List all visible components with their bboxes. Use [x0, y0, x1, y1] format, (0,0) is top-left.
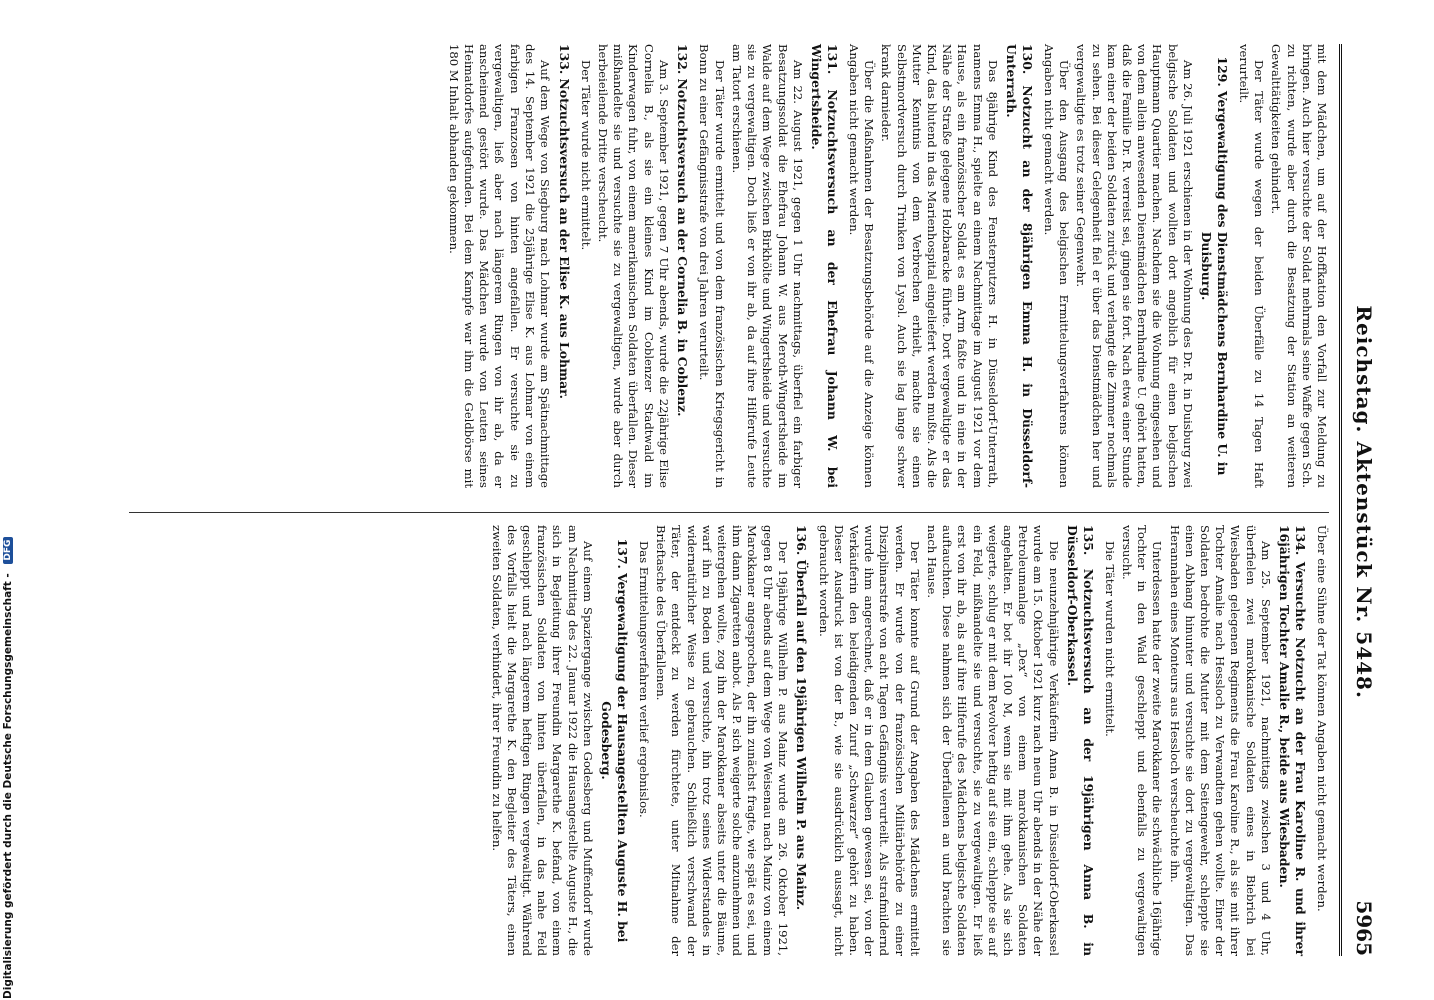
dfg-logo-icon: DFG: [3, 537, 13, 564]
section-heading: 130. Notzucht an der 8jährigen Emma H. in Düsseldorf-Unterrath.: [1004, 44, 1035, 488]
section-heading: 131. Notzuchtsversuch an der Ehefrau Johann W. bei Wingertsheide.: [809, 44, 840, 488]
paragraph: Unterdessen hatte der zweite Marokkaner die schwächliche 16jährige Tochter in den Wald geschleppt und ebenfalls zu vergewaltigen versucht.: [1119, 525, 1165, 956]
paragraph: Über die Maßnahmen der Besatzungsbehörde auf die Anzeige können Angaben nicht gemacht werden.: [846, 44, 877, 488]
document-page: [109, 30, 1384, 970]
credit-text: Digitalisierung gefördert durch die Deutsche Forschungsgemeinschaft -: [2, 573, 14, 999]
paragraph: Am 22. August 1921, gegen 1 Uhr nachmittags, überfiel ein farbiger Besatzungssoldat die Ehefrau Johann W. aus Meroth-Wingertsheide im Walde auf dem Wege zwischen Birkhölte und Wingertsheide und versuchte sie zu vergewaltigen. Doch ließ er von ihr ab, da auf ihre Hilferufe Leute am Tatort erschienen.: [729, 44, 805, 488]
paragraph: Die Täter wurden nicht ermittelt.: [1102, 541, 1117, 737]
paragraph: Der Täter wurde wegen der beiden Überfälle zu 14 Tagen Haft verurteilt.: [1236, 44, 1267, 488]
paragraph: Am 26. Juli 1921 erschienen in der Wohnung des Dr. R. in Duisburg zwei belgische Soldaten und wollten dort angeblich für einen belgischen Hauptmann Quartier machen. Nachdem sie die Wohnung eingesehen und von dem allein anwesenden Dienstmädchen Bernhardine U. gehört hatten, daß die Familie Dr. R. verreist sei, gingen sie fort. Nach etwa einer Stunde kam einer der beiden Soldaten zurück und verlangte die Zimmer nochmals zu sehen. Bei dieser Gelegenheit fiel er über das Dienstmädchen her und vergewaltigte es trotz seiner Gegenwehr.: [1074, 44, 1195, 488]
paragraph: Der Täter wurde ermittelt und von dem französischen Kriegsgericht in Bonn zu einer Gefängnisstrafe von drei Jahren verurteilt.: [697, 44, 727, 488]
page-header: [1339, 44, 1376, 956]
paragraph: Das 8jährige Kind des Fensterputzers H. in Düsseldorf-Unterrath, namens Emma H., spielte an einem Nachmittage im August 1921 vor dem Hause, als ein französischer Soldat es am Arm faßte und in eine in der Nähe der Straße gelegene Holzbaracke führte. Dort vergewaltigte er das Kind, das blutend in das Marienhospital eingeliefert werden mußte. Als die Mutter Kenntnis von dem Verbrechen erhielt, machte sie einen Selbstmordversuch durch Trinken von Lysol. Auch sie lag lange schwer krank darnieder.: [879, 44, 1000, 488]
paragraph: Der Täter konnte auf Grund der Angaben des Mädchens ermittelt werden. Er wurde von der französischen Militärbehörde zu einer Disziplinarstrafe von acht Tagen Gefängnis verurteilt. Als strafmildernd wurde ihm angerechnet, daß er in dem Glauben gewesen sei, von der Verkäuferin den beleidigenden Zuruf „Schwarzer“ gehört zu haben. Dieser Ausdruck ist von der B., wie sie ausdrücklich aussagt, nicht gebraucht worden.: [816, 525, 922, 956]
section-heading: 134. Versuchte Notzucht an der Frau Karoline R. und ihrer 16jährigen Tochter Amalie R., beide aus Wiesbaden.: [1277, 525, 1308, 956]
section-heading: 129. Vergewaltigung des Dienstmädchens Bernhardine U. in Duisburg.: [1199, 56, 1230, 476]
section-heading: 132. Notzuchtsversuch an der Cornelia B. in Coblenz.: [675, 44, 691, 417]
paragraph: Am 3. September 1921, gegen 7 Uhr abends, wurde die 22jährige Elise Cornelia B., als sie ein kleines Kind im Coblenzer Stadtwald im Kinderwagen fuhr, von einem amerikanischen Soldaten überfallen. Dieser mißhandelte sie und versuchte sie zu vergewaltigen, wurde aber durch herbeieilende Dritte verscheucht.: [595, 44, 671, 488]
paragraph: mit dem Mädchen, um auf der Hoffkation den Vorfall zur Meldung zu bringen. Auch hier versuchte der Soldat mehrmals seine Waffe gegen Sch. zu richten, wurde aber durch die Besatzung der Station an weiteren Gewalttätigkeiten gehindert.: [1269, 44, 1329, 488]
section-heading: 133. Notzuchtsversuch an der Elise K. aus Lohmar.: [556, 44, 572, 399]
digitization-credit: [2, 537, 14, 999]
section-heading: 135. Notzuchtsversuch an der 19jährigen Anna B. in Düsseldorf-Oberkassel.: [1065, 525, 1096, 956]
text-columns: [129, 44, 1329, 956]
page-title: Reichstag. Aktenstück Nr. 5448.: [1352, 305, 1376, 699]
page-number: 5965: [1352, 900, 1376, 956]
right-column: [129, 512, 1329, 956]
left-column: [129, 44, 1329, 488]
paragraph: Am 25. September 1921, nachmittags zwischen 3 und 4 Uhr, überfielen zwei marokkanische Soldaten eines in Biebrich bei Wiesbaden gelegenen Regiments die Frau Karoline R., als sie mit ihrer Tochter Amalie nach Hessloch zu Verwandten gehen wollte. Einer der Soldaten bedrohte die Mutter mit dem Seitengewehr, schleppte sie einen Abhang hinunter und versuchte sie dort zu vergewaltigen. Das Herannahen eines Monteurs aus Hessloch verscheuchte ihn.: [1167, 525, 1273, 956]
paragraph: Über den Ausgang des belgischen Ermittelungsverfahrens können Angaben nicht gemacht werden.: [1041, 44, 1072, 488]
paragraph: Der Täter wurde nicht ermittelt.: [578, 60, 593, 251]
paragraph: Auf einem Spaziergange zwischen Godesberg und Muffendorf wurde am Nachmittag des 22. Januar 1922 die Hausangestellte Auguste H., die sich in Begleitung ihrer Freundin Margarethe K. befand, von einem französischen Soldaten von hinten überfallen, in das nahe Feld geschleppt und nach längerem heftigen Ringen vergewaltigt. Während des Vorfalls hielt die Margarethe K. den Begleiter des Täters, einen zweiten Soldaten, verhindert, ihrer Freundin zu helfen.: [489, 525, 595, 956]
paragraph: Die neunzehnjährige Verkäuferin Anna B. in Düsseldorf-Oberkassel wurde am 15. Oktober 1921 kurz nach neun Uhr abends in der Nähe der Petroleumanlage „Dex“ von einem marokkanischen Soldaten angehalten. Er bot ihr 100 M, wenn sie mit ihm gehe. Als sie sich weigerte, schlug er mit dem Revolver heftig auf sie ein, schleppte sie auf ein Feld, mißhandelte sie und versuchte, sie zu vergewaltigen. Er ließ erst von ihr ab, als auf ihre Hilferufe des Mädchens belgische Soldaten auftauchten. Diese nahmen sich der Überfallenen an und brachten sie nach Hause.: [924, 525, 1061, 956]
paragraph: Der 19jährige Wilhelm P. aus Mainz wurde am 26. Oktober 1921, gegen 8 Uhr abends auf dem Wege von Weisenau nach Mainz von einem Marokkaner angesprochen, der ihn zunächst fragte, wie spät es sei, und ihm dann Zigaretten anbot. Als P. sich weigerte solche anzunehmen und weitergehen wollte, zog ihn der Marokkaner abseits unter die Bäume, warf ihn zu Boden und versuchte, ihn trotz seines Widerstandes in widernatürlicher Weise zu gebrauchen. Schließlich verschwand der Täter, der entdeckt zu werden fürchtete, unter Mitnahme der Brieftasche des Überfallenen.: [654, 525, 790, 956]
paragraph: Auf dem Wege von Siegburg nach Lohmar wurde am Spätnachmittage des 14. September 1921 die 25jährige Elise K. aus Lohmar von einem farbigen Franzosen von hinten angefallen. Er versuchte sie zu vergewaltigen, ließ aber nach längerem Ringen von ihr ab, da er anscheinend gestört wurde. Das Mädchen wurde von Leuten seines Heimatdorfes aufgefunden. Bei dem Kampfe war ihm die Geldbörse mit 180 M Inhalt abhanden gekommen.: [446, 44, 553, 488]
section-heading: 136. Überfall auf den 19jährigen Wilhelm P. aus Mainz.: [794, 525, 810, 911]
paragraph: Das Ermittelungsverfahren verlief ergebnislos.: [636, 541, 651, 818]
paragraph: Über eine Sühne der Tat können Angaben nicht gemacht werden.: [1315, 525, 1329, 912]
section-heading: 137. Vergewaltigung der Hausangestellten Auguste H. bei Godesberg.: [599, 538, 630, 943]
